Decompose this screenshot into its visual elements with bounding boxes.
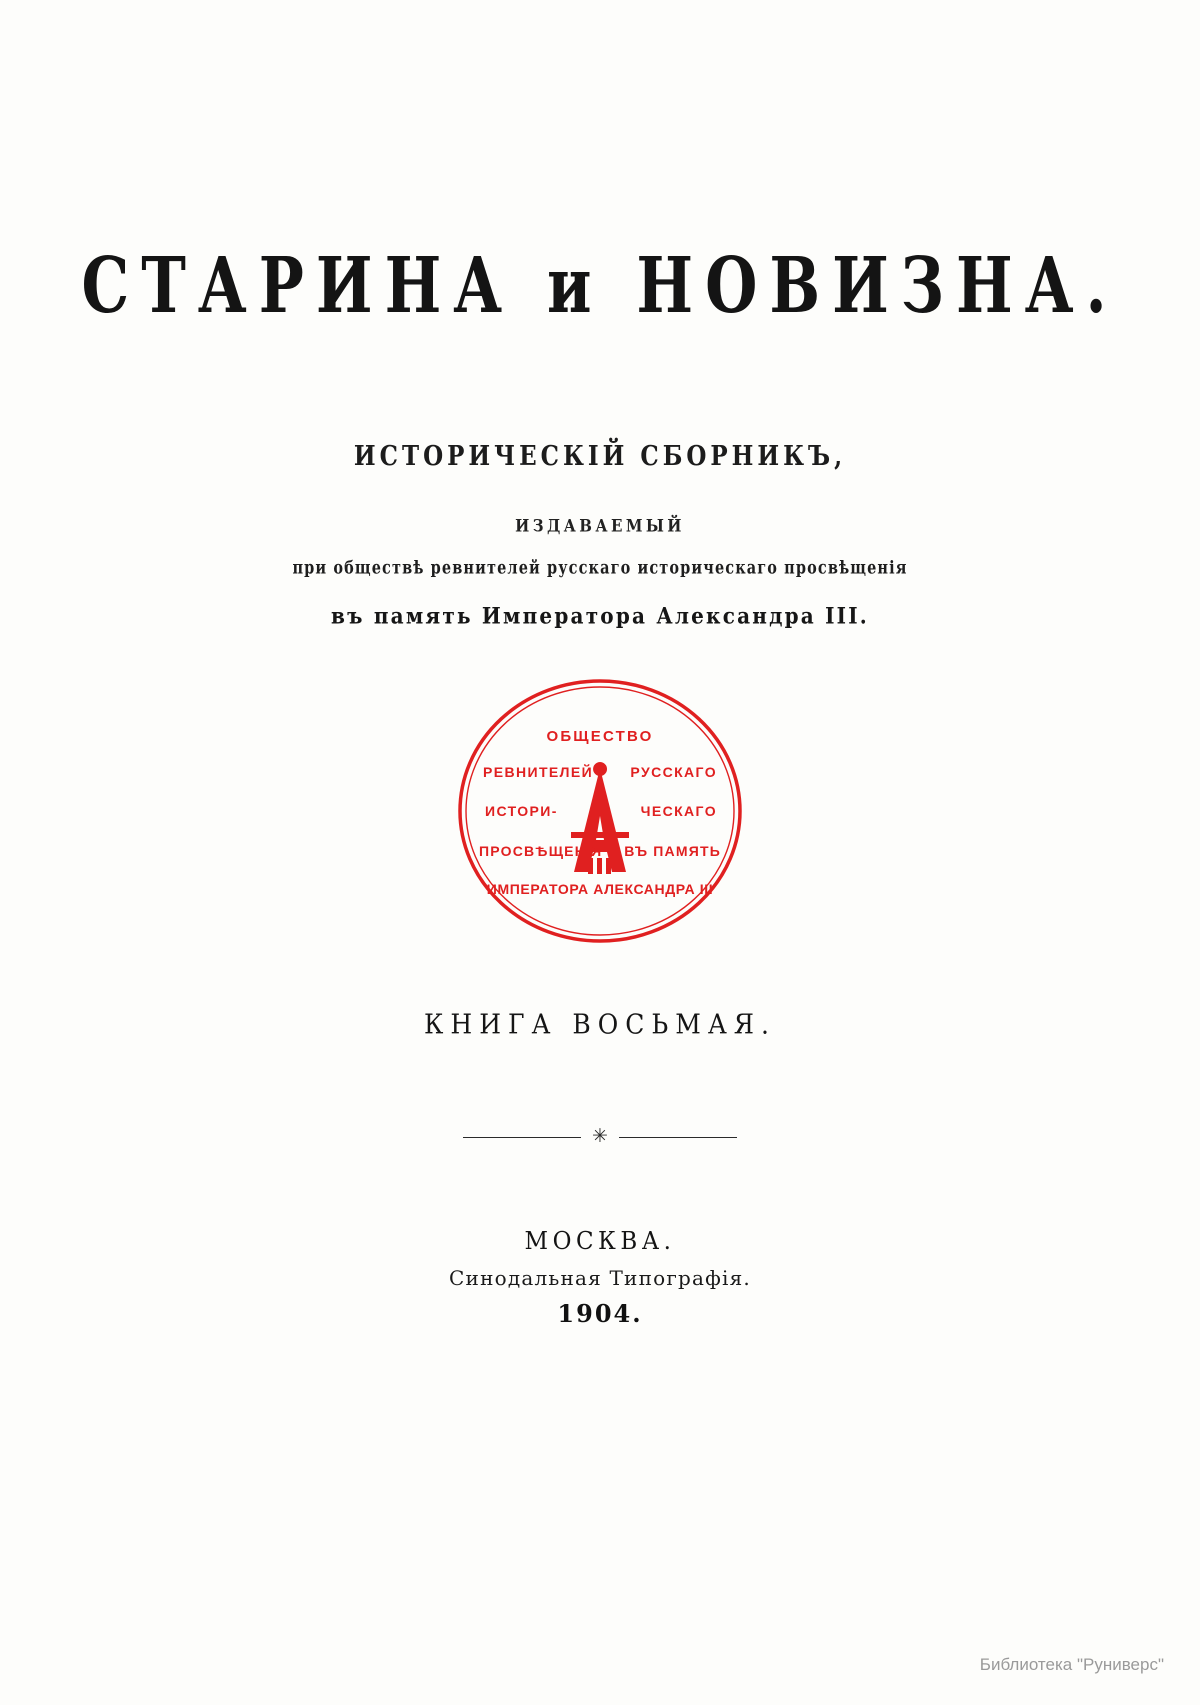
publication-year: 1904.	[557, 1299, 643, 1328]
library-watermark: Библиотека "Руниверс"	[979, 1655, 1164, 1674]
asterisk-ornament-icon: ✳	[592, 1126, 608, 1147]
colophon-block	[0, 1228, 1200, 1328]
imprint-line-2: при обществѣ ревнителей русскаго историческаго просвѣщенія	[292, 558, 908, 579]
svg-text:ИМПЕРАТОРА АЛЕКСАНДРА III: ИМПЕРАТОРА АЛЕКСАНДРА III	[486, 881, 714, 897]
subtitle-block	[0, 440, 1200, 472]
title-block	[0, 241, 1200, 332]
svg-text:РУССКАГО: РУССКАГО	[630, 764, 717, 780]
book-number-block	[0, 1008, 1200, 1040]
divider-rule-right	[619, 1137, 737, 1138]
imprint-line-3: въ память Императора Александра III.	[331, 602, 869, 630]
ornament-divider	[0, 1128, 1200, 1147]
svg-text:РЕВНИТЕЛЕЙ: РЕВНИТЕЛЕЙ	[483, 764, 594, 780]
page-subtitle: ИСТОРИЧЕСКІЙ СБОРНИКЪ,	[353, 440, 847, 472]
society-emblem	[455, 676, 745, 946]
svg-text:ПРОСВѢЩЕНІЯ: ПРОСВѢЩЕНІЯ	[479, 843, 603, 859]
svg-text:ИСТОРИ-: ИСТОРИ-	[485, 803, 558, 819]
svg-text:ВЪ ПАМЯТЬ: ВЪ ПАМЯТЬ	[624, 843, 721, 859]
svg-text:ОБЩЕСТВО: ОБЩЕСТВО	[546, 728, 654, 745]
divider-rule-left	[463, 1137, 581, 1138]
emblem-seal-icon	[455, 676, 745, 946]
imprint-line-1: ИЗДАВАЕМЫЙ	[515, 516, 685, 537]
page-title: СТАРИНА и НОВИЗНА.	[81, 241, 1119, 332]
publication-city: МОСКВА.	[524, 1228, 676, 1256]
svg-text:ЧЕСКАГО: ЧЕСКАГО	[640, 803, 717, 819]
book-number: КНИГА ВОСЬМАЯ.	[424, 1008, 776, 1040]
printer-name: Синодальная Типографія.	[449, 1266, 751, 1290]
imprint-block	[0, 516, 1200, 630]
